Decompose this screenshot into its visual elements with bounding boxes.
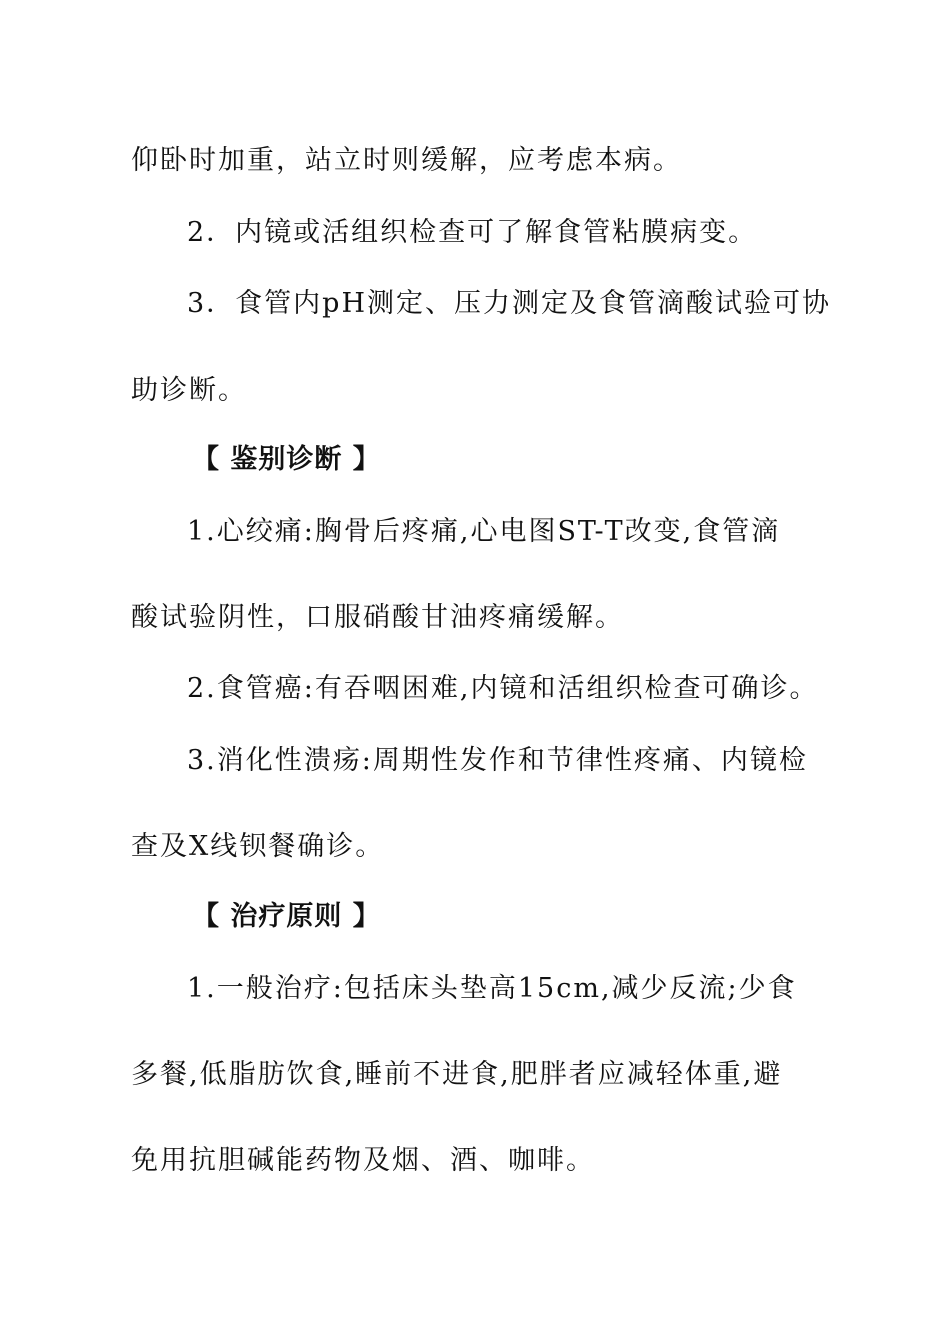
paragraph-line: 3．食管内pH测定、压力测定及食管滴酸试验可协 <box>187 288 832 319</box>
paragraph-line: 1.心绞痛:胸骨后疼痛,心电图ST-T改变,食管滴 <box>187 516 781 547</box>
paragraph-line: 查及X线钡餐确诊。 <box>131 831 385 862</box>
paragraph-line: 酸试验阴性，口服硝酸甘油疼痛缓解。 <box>131 602 624 633</box>
paragraph-line: 免用抗胆碱能药物及烟、酒、咖啡。 <box>131 1145 595 1176</box>
paragraph-line: 多餐,低脂肪饮食,睡前不进食,肥胖者应减轻体重,避 <box>131 1059 783 1090</box>
section-heading-treatment-principles: 【 治疗原则 】 <box>192 901 381 932</box>
paragraph-line: 3.消化性溃疡:周期性发作和节律性疼痛、内镜检 <box>187 745 808 776</box>
paragraph-line: 2．内镜或活组织检查可了解食管粘膜病变。 <box>187 217 758 248</box>
paragraph-line: 1.一般治疗:包括床头垫高15cm,减少反流;少食 <box>187 973 797 1004</box>
paragraph-line: 仰卧时加重，站立时则缓解，应考虑本病。 <box>131 145 682 176</box>
section-heading-differential-diagnosis: 【 鉴别诊断 】 <box>192 444 381 475</box>
paragraph-line: 助诊断。 <box>131 375 247 406</box>
paragraph-line: 2.食管癌:有吞咽困难,内镜和活组织检查可确诊。 <box>187 673 819 704</box>
